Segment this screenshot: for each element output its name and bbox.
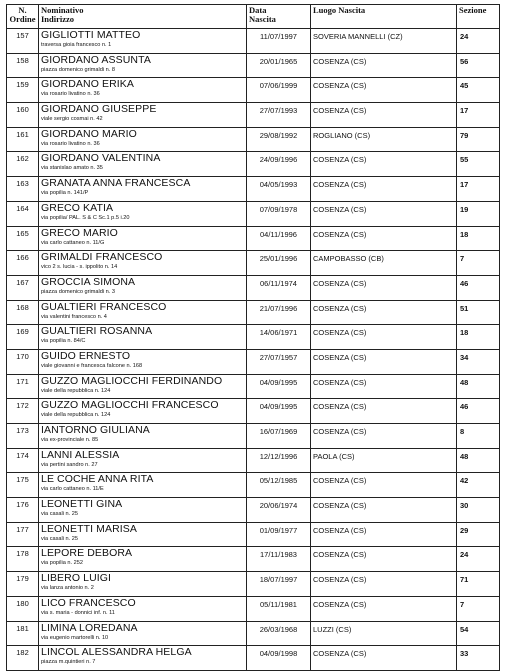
name-address-cell: [39, 177, 247, 202]
table-row: [7, 177, 500, 202]
table-row: [7, 53, 500, 78]
birth-place: COSENZA (CS): [311, 547, 457, 572]
section-number: 18: [457, 226, 500, 251]
voter-name: GRIMALDI FRANCESCO: [41, 251, 163, 264]
name-address-cell: [39, 399, 247, 424]
section-number: 7: [457, 251, 500, 276]
name-address-cell: [39, 103, 247, 128]
name-address-cell: [39, 448, 247, 473]
order-number: 160: [7, 103, 39, 128]
section-number: 55: [457, 152, 500, 177]
order-number: 175: [7, 473, 39, 498]
birth-date: 05/11/1981: [247, 596, 311, 621]
voter-address: via casali n. 25: [41, 511, 79, 518]
birth-date: 11/07/1997: [247, 29, 311, 54]
voter-address: via stanislao amato n. 35: [41, 165, 103, 172]
name-address-cell: [39, 522, 247, 547]
birth-date: 04/05/1993: [247, 177, 311, 202]
order-number: 165: [7, 226, 39, 251]
birth-place: LUZZI (CS): [311, 621, 457, 646]
birth-date: 26/03/1968: [247, 621, 311, 646]
voter-name: GRECO MARIO: [41, 226, 118, 239]
table-row: [7, 424, 500, 449]
order-number: 161: [7, 127, 39, 152]
voter-name: GRECO KATIA: [41, 201, 114, 214]
voter-list-page: [6, 4, 499, 671]
voter-address: via popilia/ PAL. S & C Sc.1 p.5 i.20: [41, 214, 130, 221]
name-address-cell: [39, 275, 247, 300]
birth-place: COSENZA (CS): [311, 177, 457, 202]
birth-date: 29/08/1992: [247, 127, 311, 152]
birth-place: SOVERIA MANNELLI (CZ): [311, 29, 457, 54]
table-row: [7, 226, 500, 251]
order-number: 162: [7, 152, 39, 177]
birth-date: 12/12/1996: [247, 448, 311, 473]
birth-date: 06/11/1974: [247, 275, 311, 300]
order-number: 182: [7, 646, 39, 671]
name-address-cell: [39, 646, 247, 671]
section-number: 42: [457, 473, 500, 498]
order-number: 168: [7, 300, 39, 325]
section-number: 24: [457, 29, 500, 54]
order-number: 158: [7, 53, 39, 78]
voter-address: viale sergio cosmai n. 42: [41, 116, 103, 123]
voter-name: GROCCIA SIMONA: [41, 275, 136, 288]
voter-name: GIORDANO VALENTINA: [41, 152, 161, 165]
birth-date: 07/09/1978: [247, 201, 311, 226]
voter-name: IANTORNO GIULIANA: [41, 424, 150, 436]
section-number: 79: [457, 127, 500, 152]
birth-place: COSENZA (CS): [311, 275, 457, 300]
birth-place: COSENZA (CS): [311, 424, 457, 449]
table-row: [7, 522, 500, 547]
birth-date: 04/09/1995: [247, 374, 311, 399]
table-header-row: [7, 5, 500, 29]
section-number: 45: [457, 78, 500, 103]
table-row: [7, 547, 500, 572]
voter-name: GUZZO MAGLIOCCHI FRANCESCO: [41, 399, 219, 412]
table-body: [7, 29, 500, 671]
voter-name: GIORDANO MARIO: [41, 127, 137, 140]
table-row: [7, 646, 500, 671]
voter-table: [6, 4, 500, 671]
section-number: 19: [457, 201, 500, 226]
order-number: 178: [7, 547, 39, 572]
birth-date: 25/01/1996: [247, 251, 311, 276]
voter-address: via pertini sandro n. 27: [41, 461, 98, 468]
birth-date: 04/09/1995: [247, 399, 311, 424]
section-number: 17: [457, 177, 500, 202]
voter-name: LIBERO LUIGI: [41, 572, 112, 585]
voter-name: GIORDANO ASSUNTA: [41, 53, 151, 66]
section-number: 46: [457, 399, 500, 424]
order-number: 181: [7, 621, 39, 646]
name-address-cell: [39, 325, 247, 350]
name-address-cell: [39, 127, 247, 152]
table-row: [7, 572, 500, 597]
section-number: 54: [457, 621, 500, 646]
section-number: 18: [457, 325, 500, 350]
voter-address: via popilia n. 84/C: [41, 338, 86, 345]
name-address-cell: [39, 349, 247, 374]
birth-place: COSENZA (CS): [311, 399, 457, 424]
table-row: [7, 399, 500, 424]
col-header-birth-date: Data Nascita: [247, 5, 311, 29]
name-address-cell: [39, 226, 247, 251]
birth-place: COSENZA (CS): [311, 374, 457, 399]
voter-address: via valentini francesco n. 4: [41, 313, 107, 320]
table-row: [7, 127, 500, 152]
order-number: 169: [7, 325, 39, 350]
col-header-name-address: Nominativo Indirizzo: [39, 5, 247, 29]
section-number: 48: [457, 448, 500, 473]
birth-place: COSENZA (CS): [311, 473, 457, 498]
voter-address: via rosario livatino n. 36: [41, 140, 100, 147]
birth-date: 27/07/1957: [247, 349, 311, 374]
voter-name: LICO FRANCESCO: [41, 596, 136, 609]
birth-place: COSENZA (CS): [311, 646, 457, 671]
order-number: 180: [7, 596, 39, 621]
voter-address: via eugenio martorelli n. 10: [41, 634, 109, 641]
table-row: [7, 78, 500, 103]
birth-place: PAOLA (CS): [311, 448, 457, 473]
voter-address: piazza domenico grimaldi n. 3: [41, 288, 115, 295]
table-row: [7, 349, 500, 374]
order-number: 177: [7, 522, 39, 547]
section-number: 24: [457, 547, 500, 572]
order-number: 176: [7, 498, 39, 523]
name-address-cell: [39, 152, 247, 177]
col-header-section: Sezione: [457, 5, 500, 29]
table-row: [7, 374, 500, 399]
voter-name: LEONETTI GINA: [41, 498, 123, 511]
table-row: [7, 325, 500, 350]
section-number: 8: [457, 424, 500, 449]
voter-address: via popilia n. 141/P: [41, 190, 89, 197]
table-row: [7, 498, 500, 523]
table-row: [7, 29, 500, 54]
col-header-birth-place: Luogo Nascita: [311, 5, 457, 29]
name-address-cell: [39, 547, 247, 572]
section-number: 17: [457, 103, 500, 128]
voter-name: GIORDANO GIUSEPPE: [41, 103, 157, 116]
birth-date: 20/06/1974: [247, 498, 311, 523]
section-number: 34: [457, 349, 500, 374]
name-address-cell: [39, 621, 247, 646]
voter-address: viale della repubblica n. 124: [41, 412, 111, 419]
table-row: [7, 152, 500, 177]
birth-place: COSENZA (CS): [311, 498, 457, 523]
voter-name: GIORDANO ERIKA: [41, 78, 134, 91]
table-row: [7, 621, 500, 646]
birth-date: 04/09/1998: [247, 646, 311, 671]
name-address-cell: [39, 498, 247, 523]
section-number: 7: [457, 596, 500, 621]
voter-name: LIMINA LOREDANA: [41, 621, 138, 634]
name-address-cell: [39, 251, 247, 276]
voter-address: via carlo cattaneo n. 11/E: [41, 486, 104, 493]
voter-address: via s. maria - donnici inf. n. 11: [41, 609, 115, 616]
birth-place: COSENZA (CS): [311, 572, 457, 597]
table-row: [7, 275, 500, 300]
order-number: 167: [7, 275, 39, 300]
name-address-cell: [39, 53, 247, 78]
table-row: [7, 448, 500, 473]
voter-address: viale giovanni e francesca falcone n. 168: [41, 362, 143, 369]
voter-address: via lanza antonio n. 2: [41, 585, 94, 592]
voter-address: vico 2 s. lucia - s. ippolito n. 14: [41, 264, 118, 271]
voter-name: GUIDO ERNESTO: [41, 349, 131, 362]
voter-name: GIGLIOTTI MATTEO: [41, 29, 141, 41]
voter-name: GUZZO MAGLIOCCHI FERDINANDO: [41, 374, 223, 387]
birth-place: COSENZA (CS): [311, 349, 457, 374]
name-address-cell: [39, 201, 247, 226]
voter-address: via popilia n. 252: [41, 560, 83, 567]
birth-date: 27/07/1993: [247, 103, 311, 128]
order-number: 173: [7, 424, 39, 449]
order-number: 164: [7, 201, 39, 226]
birth-place: ROGLIANO (CS): [311, 127, 457, 152]
section-number: 46: [457, 275, 500, 300]
birth-place: COSENZA (CS): [311, 596, 457, 621]
birth-date: 24/09/1996: [247, 152, 311, 177]
table-row: [7, 201, 500, 226]
name-address-cell: [39, 78, 247, 103]
birth-place: COSENZA (CS): [311, 78, 457, 103]
name-address-cell: [39, 300, 247, 325]
table-row: [7, 596, 500, 621]
name-address-cell: [39, 374, 247, 399]
table-row: [7, 251, 500, 276]
voter-address: via carlo cattaneo n. 11/G: [41, 239, 105, 246]
birth-place: COSENZA (CS): [311, 201, 457, 226]
section-number: 48: [457, 374, 500, 399]
birth-date: 20/01/1965: [247, 53, 311, 78]
table-row: [7, 103, 500, 128]
voter-address: piazza m.quintieri n. 7: [41, 659, 96, 666]
voter-address: via casali n. 25: [41, 535, 79, 542]
voter-address: piazza domenico grimaldi n. 8: [41, 66, 115, 73]
birth-date: 17/11/1983: [247, 547, 311, 572]
col-header-order-number: N. Ordine: [7, 5, 39, 29]
birth-date: 16/07/1969: [247, 424, 311, 449]
voter-name: LEPORE DEBORA: [41, 547, 133, 560]
voter-name: LEONETTI MARISA: [41, 522, 138, 535]
order-number: 170: [7, 349, 39, 374]
table-row: [7, 473, 500, 498]
section-number: 51: [457, 300, 500, 325]
order-number: 163: [7, 177, 39, 202]
table-row: [7, 300, 500, 325]
birth-place: CAMPOBASSO (CB): [311, 251, 457, 276]
voter-address: traversa gioia francesco n. 1: [41, 42, 112, 48]
voter-name: LINCOL ALESSANDRA HELGA: [41, 646, 192, 659]
birth-date: 21/07/1996: [247, 300, 311, 325]
section-number: 29: [457, 522, 500, 547]
birth-place: COSENZA (CS): [311, 300, 457, 325]
birth-date: 18/07/1997: [247, 572, 311, 597]
voter-address: via ex-provinciale n. 85: [41, 437, 99, 443]
order-number: 172: [7, 399, 39, 424]
birth-place: COSENZA (CS): [311, 103, 457, 128]
name-address-cell: [39, 473, 247, 498]
name-address-cell: [39, 572, 247, 597]
section-number: 33: [457, 646, 500, 671]
birth-place: COSENZA (CS): [311, 226, 457, 251]
birth-date: 01/09/1977: [247, 522, 311, 547]
voter-name: GUALTIERI FRANCESCO: [41, 300, 167, 313]
order-number: 166: [7, 251, 39, 276]
voter-name: GUALTIERI ROSANNA: [41, 325, 153, 338]
section-number: 71: [457, 572, 500, 597]
birth-date: 07/06/1999: [247, 78, 311, 103]
birth-place: COSENZA (CS): [311, 522, 457, 547]
voter-address: via rosario livatino n. 36: [41, 91, 100, 98]
birth-place: COSENZA (CS): [311, 325, 457, 350]
birth-date: 05/12/1985: [247, 473, 311, 498]
name-address-cell: [39, 424, 247, 449]
order-number: 174: [7, 448, 39, 473]
name-address-cell: [39, 596, 247, 621]
voter-name: LANNI ALESSIA: [41, 448, 120, 461]
section-number: 30: [457, 498, 500, 523]
birth-date: 14/06/1971: [247, 325, 311, 350]
voter-name: GRANATA ANNA FRANCESCA: [41, 177, 191, 190]
order-number: 159: [7, 78, 39, 103]
voter-name: LE COCHE ANNA RITA: [41, 473, 154, 486]
birth-place: COSENZA (CS): [311, 53, 457, 78]
birth-date: 04/11/1996: [247, 226, 311, 251]
order-number: 157: [7, 29, 39, 54]
order-number: 179: [7, 572, 39, 597]
section-number: 56: [457, 53, 500, 78]
order-number: 171: [7, 374, 39, 399]
voter-address: viale della repubblica n. 124: [41, 387, 111, 394]
birth-place: COSENZA (CS): [311, 152, 457, 177]
name-address-cell: [39, 29, 247, 54]
